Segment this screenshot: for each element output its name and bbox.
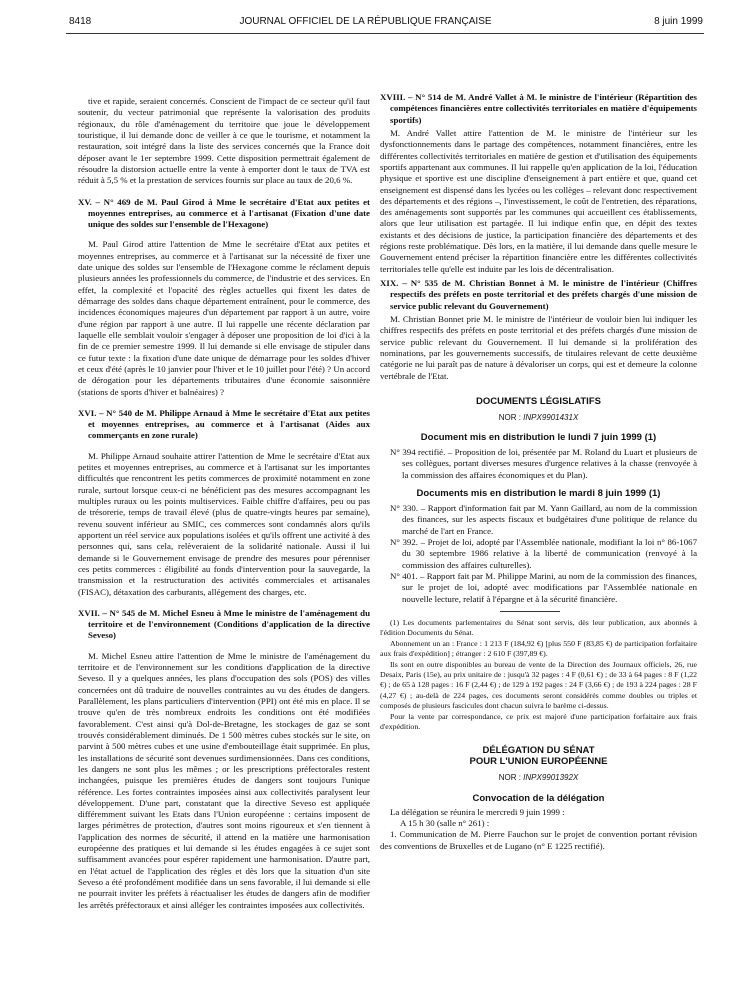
header-rule: [66, 33, 704, 34]
distribution-heading-2: Documents mis en distribution le mardi 8 juin 1999 (1): [416, 488, 661, 500]
convocation-time: A 15 h 30 (salle n° 261) :: [400, 817, 490, 828]
page-number: 8418: [69, 16, 92, 27]
question-heading-xv: XV. – N° 469 de M. Paul Girod à Mme le secrétaire d'Etat aux petites et moyennes entreprises, au commerce et à l'artisanat (Fixation d'une date unique des soldes sur l'ensemble de l'Hexagone): [78, 196, 370, 230]
nor-reference: NOR : INPX9901431X: [498, 412, 579, 422]
convocation-heading: Convocation de la délégation: [472, 792, 605, 804]
document-item: N° 401. – Rapport fait par M. Philippe Marini, au nom de la commission des finances, sur le projet de loi, adopté avec modifications par l'Assemblée nationale en nouvelle lecture, relatif à l'épargne et à la sécurité financière.: [390, 570, 697, 604]
section-title-delegation: DÉLÉGATION DU SÉNAT: [482, 745, 595, 757]
convocation-line: La délégation se réunira le mercredi 9 juin 1999 :: [390, 806, 565, 817]
paragraph: tive et rapide, seraient concernés. Conscient de l'impact de ce secteur qu'il faut soutenir, du vecteur patrimonial que représente la valorisation des produits régionaux, du rôle d'aménagement du territoire que joue le développement touristique, il lui demande donc de veiller à ce que le tourisme, et notamment la restauration, soit intégré dans la liste des services concernés que la France doit déposer avant le 1er septembre 1999. Cette disposition permettrait également de résoudre la distorsion actuelle entre la vente à emporter dont le taux de TVA est réduit à 5,5 % et la prestation de services fournis sur place au taux de 20,6 %.: [78, 96, 370, 186]
page-header: [0, 0, 731, 40]
question-body-xviii: M. André Vallet attire l'attention de M. le ministre de l'intérieur sur les dysfonctionnements dans le partage des compétences, notamment financières, entre les différentes collectivités territoriales en matière de gestion et d'utilisation des équipements sportifs appartenant aux communes. Il lui rappelle qu'en application de la loi, l'éducation physique et sportive est une discipline d'enseignement à part entière et que, quand cet enseignement est dispensé dans les lycées ou les collèges – relevant donc respectivement des départements et des régions –, l'investissement, le coût de l'entretien, des réparations, des aménagements sont supportés par les communes qui accueillent ces établissements, alors que leur utilisation est partagée. Il lui indique enfin que, en dépit des textes existants et des décisions de justice, la participation financière des départements et des régions reste problématique. Dès lors, en la matière, il lui demande dans quelle mesure le Gouvernement entend préciser la répartition financière entre les différentes collectivités territoriales telle qu'elle est induite par les lois de décentralisation.: [380, 127, 697, 274]
document-item: N° 394 rectifié. – Proposition de loi, présentée par M. Roland du Luart et plusieurs de ses collègues, portant diverses mesures d'urgence relatives à la chasse (renvoyée à la commission des affaires économiques et du Plan).: [390, 447, 697, 480]
footnote: Ils sont en outre disponibles au bureau de vente de la Direction des Journaux officiels, 26, rue Desaix, Paris (15e), au prix unitaire de : jusqu'à 32 pages : 4 F (0,61 €) ; de 33 à 64 pages : 8 F (1,22 €) ; de 65 à 128 pages : 16 F (2,44 €) ; de 129 à 192 pages : 24 F (3,66 €) ; de 193 à 224 pages : 28 F (4,27 €) ; au-delà de 224 pages, ces documents seront considérés comme doubles ou triples et composés de plusieurs fascicules dont chacun suivra le barème ci-dessus.: [380, 659, 697, 711]
question-body-xix: M. Christian Bonnet prie M. le ministre de l'intérieur de vouloir bien lui indiquer les chiffres respectifs des préfets en poste territorial et des préfets chargés d'une mission de service public relevant du Gouvernement. Il lui demande si la prolifération des nominations, par les gouvernements successifs, de titulaires relevant de cette deuxième catégorie ne lui paraît pas de nature à dévaloriser un corps, qui est et demeure la colonne vertébrale de l'Etat.: [380, 313, 697, 381]
document-item: N° 392. – Projet de loi, adopté par l'Assemblée nationale, modifiant la loi n° 86-1067 du 30 septembre 1986 relative à la liberté de communication (renvoyé à la commission des affaires culturelles).: [390, 537, 697, 570]
left-column: [78, 96, 370, 911]
question-body-xvii: M. Michel Esneu attire l'attention de Mme le ministre de l'aménagement du territoire et de l'environnement sur les conditions d'application de la directive Seveso. Il y a quelques années, les plans d'occupation des sols (POS) des villes concernées ont dû traduire de nouvelles contraintes au vu des études de dangers. Parallèlement, les plans particuliers d'intervention (PPI) ont été mis en place. Il se trouve qu'en de très nombreux endroits les conditions ont été modifiées favorablement. C'est ainsi qu'à Dol-de-Bretagne, les stockages de gaz se sont trouvés considérablement diminués. De 1 500 mètres cubes stockés sur le site, on parvint à 500 mètres cubes et une usine d'embouteillage était supprimée. En plus, les installations de sécurité sont devenues surdimensionnées. Dans ces conditions, les dangers ne sont plus les mêmes ; or les prescriptions préfectorales restent inchangées, puisque les premières études de dangers sont toujours l'unique référence. Les fortes contraintes imposées ainsi aux collectivités paralysent leur développement. D'une part, constatant que la directive Seveso est appliquée différemment suivant les Etats dans l'Union européenne : certains imposent de larges périmètres de protection, d'autres sont moins rigoureux et s'en tiennent à l'application des normes de sécurité, il attend en la matière une harmonisation européenne des pratiques et lui demande si les études engagées à ce sujet sont suffisamment avancées pour espérer rapidement une harmonisation. D'autre part, en l'état actuel de l'application des règles et dès lors que la situation d'un site Seveso a été profondément modifiée dans un sens favorable, il lui demande si elle ne pourrait inviter les préfets à réactualiser les études de dangers afin de modifier les arrêtés préfectoraux et ainsi alléger les contraintes imposées aux collectivités.: [78, 650, 370, 910]
question-body-xvi: M. Philippe Arnaud souhaite attirer l'attention de Mme le secrétaire d'Etat aux petites et moyennes entreprises, au commerce et à l'artisanat sur les importantes difficultés que rencontrent les petits commerces de proximité notamment en zone rurale, surtout lorsque ceux-ci ne bénéficient pas des mesures accompagnant les multiples ruraux ou les points multiservices. Faible chiffre d'affaires, peu ou pas de trésorerie, temps de travail élevé (plus de quatre-vingts heures par semaine), revenu souvent inférieur au SMIC, ces commerces sont condamnés alors qu'ils apportent un réel service aux populations isolées et qu'ils offrent une activité à des personnes qui, sans cela, relèveraient de la solidarité nationale. Aussi il lui demande si le Gouvernement envisage de prendre des mesures pour pérenniser ces petits commerces : éligibilité au fonds d'intervention pour la sauvegarde, la transmission et la restructuration des activités commerciales et artisanales (FISAC), détaxation des carburants, allégement des charges, etc.: [78, 450, 370, 597]
convocation-item: 1. Communication de M. Pierre Fauchon sur le projet de convention portant révision des conventions de Bruxelles et de Lugano (n° E 1225 rectifié).: [380, 829, 697, 851]
nor-reference: NOR : INPX9901392X: [498, 773, 579, 783]
distribution-heading-1: Document mis en distribution le lundi 7 juin 1999 (1): [420, 432, 657, 444]
footnote: Abonnement un an : France : 1 213 F (184,92 €) [plus 550 F (83,85 €) de participation forfaitaire aux frais d'expédition] ; étranger : 2 610 F (397,89 €).: [380, 638, 697, 659]
journal-title: JOURNAL OFFICIEL DE LA RÉPUBLIQUE FRANÇAISE: [239, 16, 492, 27]
document-item: N° 330. – Rapport d'information fait par M. Yann Gaillard, au nom de la commission des finances, sur les aspects fiscaux et budgétaires d'une politique de relance du marché de l'art en France.: [390, 503, 697, 536]
footnote-rule: [500, 611, 560, 612]
issue-date: 8 juin 1999: [654, 16, 703, 27]
question-body-xv: M. Paul Girod attire l'attention de Mme le secrétaire d'Etat aux petites et moyennes entreprises, au commerce et à l'artisanat sur la nécessité de fixer une date unique des soldes sur l'ensemble de l'Hexagone comme le réclament depuis plusieurs années les professionnels du commerce, de l'industrie et des services. En effet, la complexité et l'opacité des règles actuelles qui fixent les dates de démarrage des soldes dans chaque département entraînent, pour le commerce, des incidences économiques majeures d'un département par rapport à un autre, voire d'une région par rapport à une autre. Il lui rappelle une récente déclaration par laquelle elle semblait vouloir s'engager à déposer une proposition de loi d'ici à la fin de ce premier semestre 1999. Il lui demande si elle envisage de stipuler dans ce futur texte : la fixation d'une date unique de démarrage pour les soldes d'hiver et ceux d'été (après le 10 janvier pour l'hiver et le 10 juillet pour l'été) ? Un accord de dérogation pour les départements tributaires d'une économie saisonnière (stations de sports d'hiver et balnéaires) ?: [78, 239, 370, 397]
section-title-documents: DOCUMENTS LÉGISLATIFS: [476, 395, 601, 407]
question-heading-xvi: XVI. – N° 540 de M. Philippe Arnaud à Mme le secrétaire d'Etat aux petites et moyennes entreprises, au commerce et à l'artisanat (Aides aux commerçants en zone rurale): [78, 407, 370, 441]
question-heading-xviii: XVIII. – N° 514 de M. André Vallet à M. le ministre de l'intérieur (Répartition des compétences financières entre collectivités territoriales en matière d'équipements sportifs): [380, 92, 697, 125]
question-heading-xvii: XVII. – N° 545 de M. Michel Esneu à Mme le ministre de l'aménagement du territoire et de l'environnement (Conditions d'application de la directive Seveso): [78, 607, 370, 641]
section-title-delegation-2: POUR L'UNION EUROPÉENNE: [469, 756, 608, 768]
footnote: Pour la vente par correspondance, ce prix est majoré d'une participation forfaitaire aux frais d'expédition.: [380, 711, 697, 731]
footnote: (1) Les documents parlementaires du Sénat sont servis, dès leur publication, aux abonnés à l'édition Documents du Sénat.: [380, 617, 697, 638]
question-heading-xix: XIX. – N° 535 de M. Christian Bonnet à M. le ministre de l'intérieur (Chiffres respectifs des préfets en poste territorial et des préfets chargés d'une mission de service public relevant du Gouvernement): [380, 278, 697, 311]
right-column: [380, 92, 697, 852]
